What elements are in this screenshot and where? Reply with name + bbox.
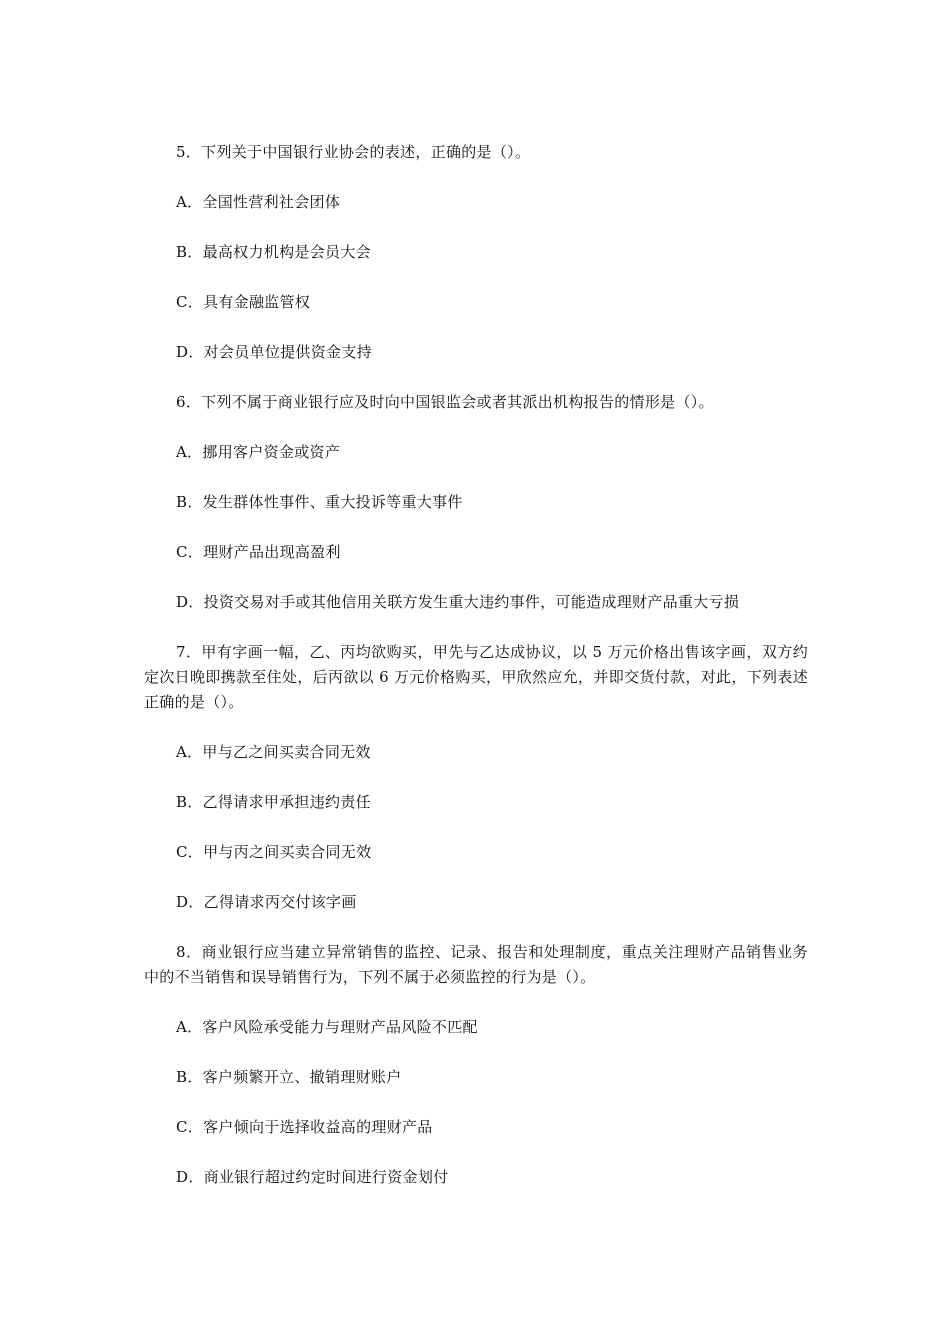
option-b: B．发生群体性事件、重大投诉等重大事件 bbox=[176, 493, 463, 511]
question-6 bbox=[144, 390, 808, 640]
option-b: B．客户频繁开立、撤销理财账户 bbox=[176, 1068, 402, 1086]
option-c: C．具有金融监管权 bbox=[176, 293, 311, 311]
option-a: A．全国性营利社会团体 bbox=[176, 193, 341, 211]
option-c: C．甲与丙之间买卖合同无效 bbox=[176, 843, 372, 861]
question-5 bbox=[144, 140, 808, 390]
question-stem: 5．下列关于中国银行业协会的表述，正确的是（）。 bbox=[176, 143, 531, 161]
option-a: A．客户风险承受能力与理财产品风险不匹配 bbox=[176, 1018, 478, 1036]
option-c: C．客户倾向于选择收益高的理财产品 bbox=[176, 1118, 433, 1136]
question-stem: 7．甲有字画一幅，乙、丙均欲购买，甲先与乙达成协议，以 5 万元价格出售该字画，双方约定次日晚即携款至住处，后丙欲以 6 万元价格购买，甲欣然应允，并即交货付款，对此，下列表述正确的是（）。 bbox=[144, 643, 808, 711]
option-d: D．投资交易对手或其他信用关联方发生重大违约事件，可能造成理财产品重大亏损 bbox=[176, 593, 740, 611]
option-d: D．对会员单位提供资金支持 bbox=[176, 343, 372, 361]
option-b: B．最高权力机构是会员大会 bbox=[176, 243, 371, 261]
question-stem: 6．下列不属于商业银行应及时向中国银监会或者其派出机构报告的情形是（）。 bbox=[176, 393, 714, 411]
option-a: A．挪用客户资金或资产 bbox=[176, 443, 341, 461]
option-c: C．理财产品出现高盈利 bbox=[176, 543, 341, 561]
question-8 bbox=[144, 940, 808, 1190]
question-list bbox=[144, 140, 808, 1190]
question-stem: 8．商业银行应当建立异常销售的监控、记录、报告和处理制度，重点关注理财产品销售业务中的不当销售和误导销售行为，下列不属于必须监控的行为是（）。 bbox=[144, 943, 808, 986]
option-d: D．乙得请求丙交付该字画 bbox=[176, 893, 357, 911]
option-b: B．乙得请求甲承担违约责任 bbox=[176, 793, 371, 811]
question-7 bbox=[144, 640, 808, 940]
option-d: D．商业银行超过约定时间进行资金划付 bbox=[176, 1168, 449, 1186]
option-a: A．甲与乙之间买卖合同无效 bbox=[176, 743, 371, 761]
